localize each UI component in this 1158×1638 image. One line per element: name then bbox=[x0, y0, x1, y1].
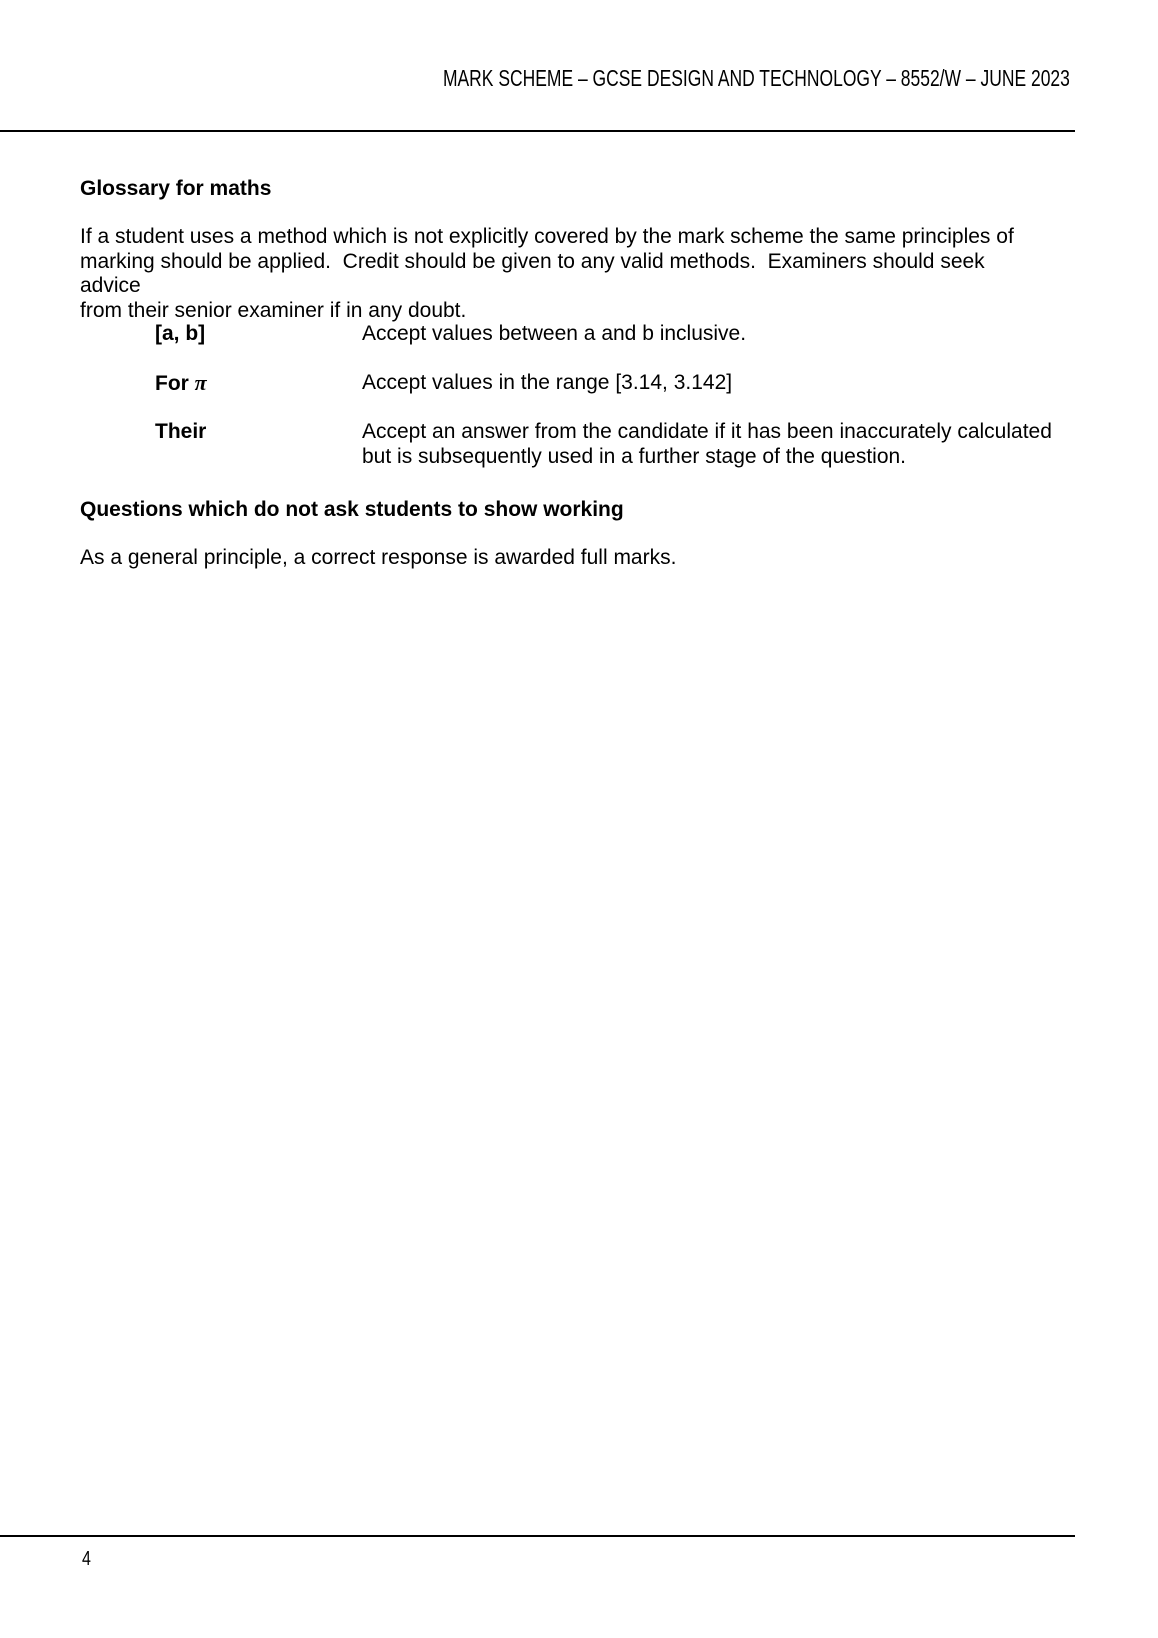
intro-paragraph bbox=[80, 225, 1030, 323]
glossary-definition bbox=[362, 322, 1055, 347]
glossary-entry bbox=[155, 420, 1055, 469]
page-number bbox=[82, 1547, 93, 1571]
intro-line: marking should be applied. Credit should be given to any valid methods. Examiners should seek advice bbox=[80, 249, 991, 297]
glossary-definition-line: Accept values in the range [3.14, 3.142] bbox=[362, 371, 733, 394]
page-header bbox=[245, 64, 1070, 92]
glossary-definition bbox=[362, 371, 1055, 396]
glossary-entry bbox=[155, 371, 1055, 396]
working-heading: Questions which do not ask students to show working bbox=[80, 498, 624, 521]
intro-line: from their senior examiner if in any doubt. bbox=[80, 298, 467, 322]
glossary-entry bbox=[155, 322, 1055, 347]
pi-symbol: π bbox=[194, 370, 207, 395]
glossary-term: [a, b] bbox=[155, 322, 206, 345]
footer-rule bbox=[0, 1535, 1075, 1537]
glossary-term-prefix: For bbox=[155, 372, 195, 395]
header-rule bbox=[0, 130, 1075, 132]
working-text: As a general principle, a correct response is awarded full marks. bbox=[80, 546, 677, 569]
glossary-heading: Glossary for maths bbox=[80, 177, 272, 200]
glossary-definition-line: Accept an answer from the candidate if it has been inaccurately calculated bbox=[362, 420, 1052, 443]
working-paragraph bbox=[80, 546, 1030, 571]
glossary-term bbox=[155, 371, 207, 397]
page-number-value: 4 bbox=[82, 1548, 91, 1570]
glossary-definition-line: but is subsequently used in a further stage of the question. bbox=[362, 444, 907, 468]
header-title: MARK SCHEME – GCSE DESIGN AND TECHNOLOGY – 8552/W – JUNE 2023 bbox=[443, 65, 1070, 91]
glossary-term: Their bbox=[155, 420, 207, 443]
glossary-definition-line: Accept values between a and b inclusive. bbox=[362, 322, 747, 345]
glossary-definition bbox=[362, 420, 1055, 469]
intro-line: If a student uses a method which is not explicitly covered by the mark scheme the same principles of bbox=[80, 225, 1014, 248]
